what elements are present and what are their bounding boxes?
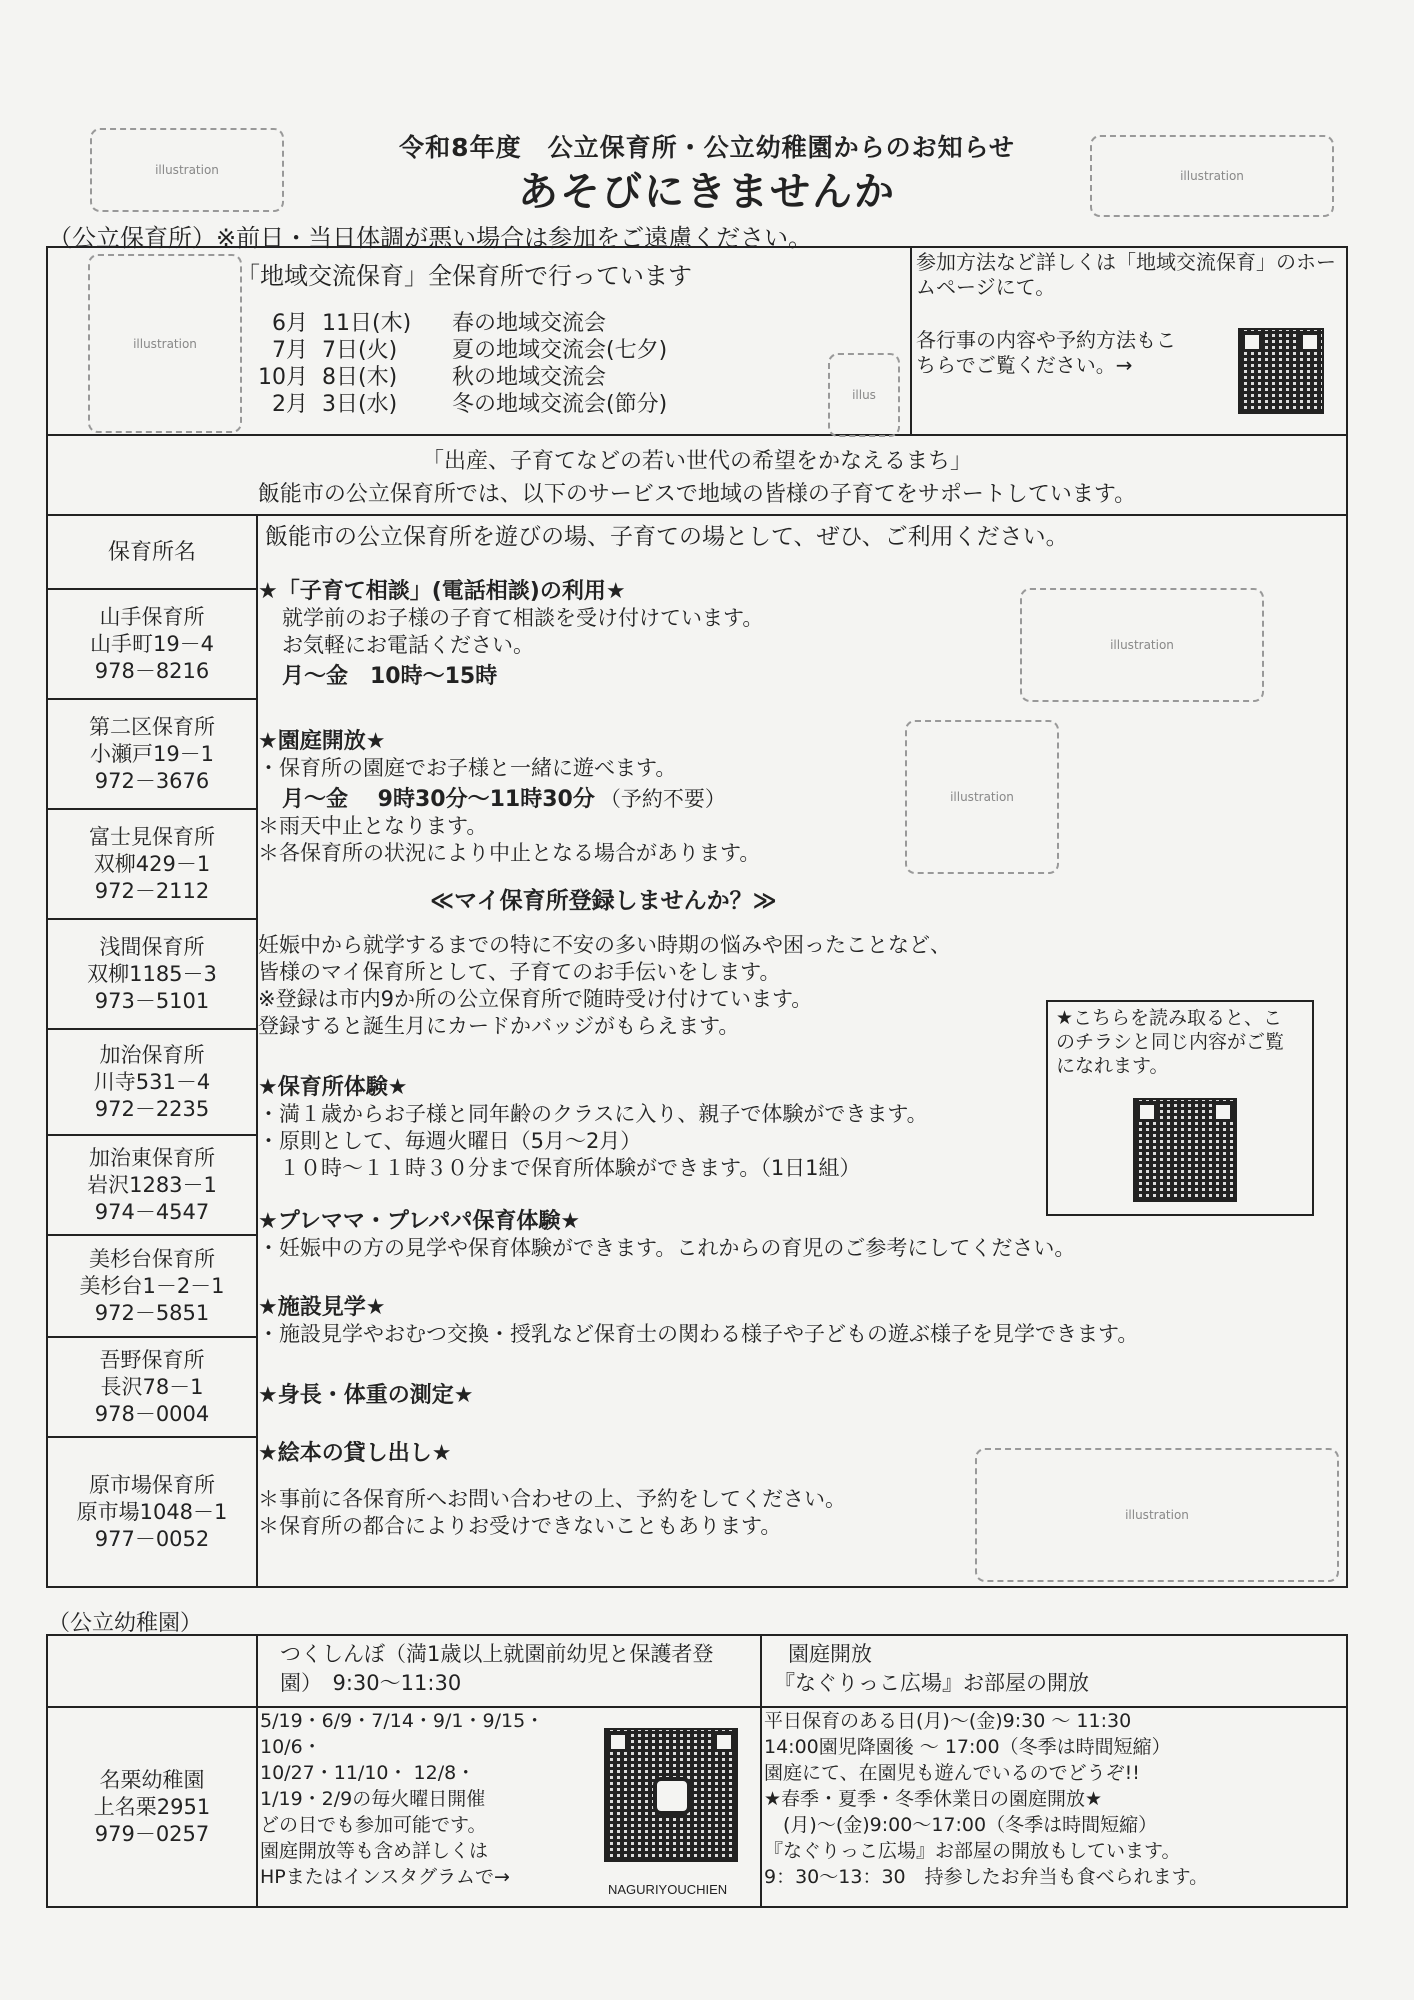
consult-text: お気軽にお電話ください。 — [282, 633, 534, 657]
my-nursery-heading: ≪マイ保育所登録しませんか？≫ — [430, 888, 777, 914]
garden-detail-text: 14:00園児降園後 ～ 17:00（冬季は時間短縮） — [764, 1736, 1171, 1758]
tour-text: ・施設見学やおむつ交換・授乳など保育士の関わる様子や子どもの遊ぶ様子を見学できます。 — [258, 1322, 1139, 1346]
garden-text: ・保育所の園庭でお子様と一緒に遊べます。 — [258, 756, 677, 780]
schedule-text: 5/19・6/9・7/14・9/1・9/15・10/6・ — [260, 1710, 545, 1758]
garden-detail-text: (月)～(金)9:00～17:00（冬季は時間短縮） — [764, 1814, 1158, 1836]
garden-detail-text: 9：30～13：30 持参したお弁当も食べられます。 — [764, 1866, 1209, 1888]
trial-text: ・原則として、毎週火曜日（5月～2月） — [258, 1129, 642, 1153]
garden-heading: ★園庭開放★ — [258, 729, 386, 754]
my-nursery-text: 妊娠中から就学するまでの特に不安の多い時期の悩みや困ったことなど、 — [258, 933, 951, 957]
nursery-row: 吾野保育所 長沢78－1 978－0004 — [48, 1338, 256, 1438]
nursery-row: 原市場保育所 原市場1048－1 977－0052 — [76, 1472, 228, 1551]
schedule-text: 10/27・11/10・ 12/8・ — [260, 1762, 476, 1784]
consult-heading: ★「子育て相談」(電話相談)の利用★ — [258, 579, 626, 604]
trial-heading: ★保育所体験★ — [258, 1075, 408, 1100]
exchange-box — [46, 246, 1348, 436]
tanabata-illustration: illustration — [88, 254, 242, 433]
pre-parent-text: ・妊娠中の方の見学や保育体験ができます。これからの育児のご参考にしてください。 — [258, 1236, 1076, 1260]
event-list — [248, 310, 667, 418]
event-row: 10月 8日(木) 秋の地域交流会 — [258, 365, 607, 390]
garden-section — [258, 724, 958, 867]
consult-text: 就学前のお子様の子育て相談を受け付けています。 — [282, 606, 764, 630]
trial-section — [258, 1070, 1058, 1182]
tsukushinbo-schedule — [260, 1708, 600, 1890]
kindergarten-name: 名栗幼稚園 — [99, 1767, 205, 1792]
consult-hours: 月～金 10時～15時 — [282, 664, 498, 689]
my-nursery-text: 登録すると誕生月にカードかバッジがもらえます。 — [258, 1014, 740, 1038]
consult-section — [258, 574, 998, 690]
nursery-row: 加治保育所 川寺531－4 972－2235 — [48, 1030, 256, 1136]
slogan-box — [46, 434, 1348, 516]
flyer-qr-code[interactable] — [1133, 1098, 1237, 1202]
page-subtitle: 令和8年度 公立保育所・公立幼稚園からのお知らせ — [399, 133, 1015, 162]
garden-open-details — [764, 1708, 1344, 1890]
column-divider — [256, 1636, 258, 1906]
nursery-row: 第二区保育所 小瀬戸19－1 972－3676 — [48, 700, 256, 810]
event-row: 6月 11日(木) 春の地域交流会 — [272, 311, 607, 336]
instagram-qr-code[interactable] — [604, 1728, 738, 1862]
column-divider — [760, 1636, 762, 1906]
running-children-illustration: illustration — [90, 128, 284, 212]
notes-section — [258, 1486, 958, 1540]
schedule-text: HPまたはインスタグラムで→ — [260, 1866, 510, 1888]
nursery-row: 加治東保育所 岩沢1283－1 974－4547 — [48, 1136, 256, 1236]
garden-open-header: 園庭開放 — [788, 1642, 872, 1666]
nursery-row: 浅間保育所 双柳1185－3 973－5101 — [48, 920, 256, 1030]
kindergarten-label: （公立幼稚園） — [48, 1611, 203, 1636]
nursery-row: 富士見保育所 双柳429－1 972－2112 — [48, 810, 256, 920]
garden-detail-text: 園庭にて、在園児も遊んでいるのでどうぞ!! — [764, 1762, 1140, 1784]
tour-section — [258, 1290, 1338, 1348]
kindergarten-table — [46, 1634, 1348, 1908]
divider — [910, 248, 912, 434]
tour-heading: ★施設見学★ — [258, 1295, 386, 1320]
event-row: 7月 7日(火) 夏の地域交流会(七夕) — [272, 338, 668, 363]
public-nursery-notice: （公立保育所）※前日・当日体調が悪い場合は参加をご遠慮ください。 — [48, 224, 813, 252]
schedule-text: 園庭開放等も含め詳しくは — [260, 1840, 489, 1862]
garden-hours: 月～金 9時30分～11時30分 — [282, 787, 595, 812]
mother-child-illustration: illustration — [905, 720, 1059, 874]
nursery-table-header: 保育所名 — [48, 516, 256, 590]
garden-note: ＊雨天中止となります。 — [258, 814, 488, 838]
slide-illustration: illustration — [1020, 588, 1264, 702]
garden-note: ＊各保育所の状況により中止となる場合があります。 — [258, 841, 761, 865]
garden-open-header-2: 『なぐりっこ広場』お部屋の開放 — [774, 1671, 1089, 1695]
books-heading: ★絵本の貸し出し★ — [258, 1441, 452, 1466]
nursery-row: 美杉台保育所 美杉台1－2－1 972－5851 — [48, 1236, 256, 1338]
exchange-info-text-2: 各行事の内容や予約方法もこちらでご覧ください。→ — [916, 328, 1176, 377]
garden-hours-note: （予約不要） — [599, 787, 726, 811]
tsukushinbo-header: つくしんぼ（満1歳以上就園前幼児と保護者登園） 9:30～11:30 — [280, 1642, 714, 1695]
services-intro: 飯能市の公立保育所を遊びの場、子育ての場として、ぜひ、ご利用ください。 — [265, 524, 1069, 550]
measurement-books-illustration: illustration — [975, 1448, 1339, 1582]
slogan-line-1: 「出産、子育てなどの若い世代の希望をかなえるまち」 — [421, 449, 972, 474]
kindergarten-address: 上名栗2951 — [93, 1794, 211, 1819]
kindergarten-phone: 979－0257 — [94, 1821, 210, 1846]
schedule-text: 1/19・2/9の毎火曜日開催 — [260, 1788, 486, 1810]
instagram-icon — [653, 1777, 691, 1815]
event-row: 2月 3日(水) 冬の地域交流会(節分) — [272, 392, 668, 417]
nursery-row: 山手保育所 山手町19－4 978－8216 — [48, 590, 256, 700]
garden-detail-text: 『なぐりっこ広場』お部屋の開放もしています。 — [764, 1840, 1181, 1862]
exchange-heading: 「地域交流保育」全保育所で行っています — [236, 262, 692, 290]
kindergarten-info — [48, 1708, 256, 1906]
my-nursery-section — [258, 932, 1078, 1040]
my-nursery-text: ※登録は市内9か所の公立保育所で随時受け付けています。 — [258, 987, 813, 1011]
note-text: ＊事前に各保育所へお問い合わせの上、予約をしてください。 — [258, 1487, 846, 1511]
flyer-qr-text: ★こちらを読み取ると、このチラシと同じ内容がご覧になれます。 — [1056, 1007, 1285, 1077]
oni-mascot-illustration: illus — [828, 353, 900, 437]
trial-text: １０時～１１時３０分まで保育所体験ができます。（1日1組） — [258, 1156, 861, 1180]
garden-detail-text: 平日保育のある日(月)～(金)9:30 ～ 11:30 — [764, 1710, 1132, 1732]
my-nursery-text: 皆様のマイ保育所として、子育てのお手伝いをします。 — [258, 960, 781, 984]
garden-detail-text: ★春季・夏季・冬季休業日の園庭開放★ — [764, 1788, 1103, 1810]
trial-text: ・満１歳からお子様と同年齢のクラスに入り、親子で体験ができます。 — [258, 1102, 928, 1126]
pre-parent-section — [258, 1204, 1338, 1262]
sandbox-children-illustration: illustration — [1090, 135, 1334, 217]
measure-heading: ★身長・体重の測定★ — [258, 1383, 474, 1408]
slogan-line-2: 飯能市の公立保育所では、以下のサービスで地域の皆様の子育てをサポートしています。 — [257, 482, 1137, 507]
pre-parent-heading: ★プレママ・プレパパ保育体験★ — [258, 1209, 581, 1234]
exchange-qr-code[interactable] — [1238, 328, 1324, 414]
exchange-info-text: 参加方法など詳しくは「地域交流保育」のホームページにて。 — [916, 250, 1336, 299]
flyer-qr-box — [1046, 1000, 1314, 1216]
page-title: あそびにきませんか — [518, 169, 896, 215]
instagram-caption: NAGURIYOUCHIEN — [608, 1882, 728, 1897]
schedule-text: どの日でも参加可能です。 — [260, 1814, 487, 1836]
note-text: ＊保育所の都合によりお受けできないこともあります。 — [258, 1514, 782, 1538]
